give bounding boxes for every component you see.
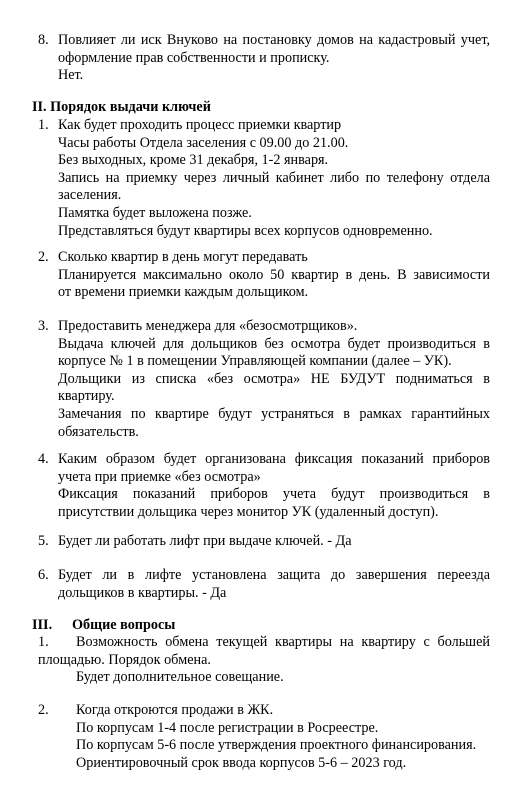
text-line: Сколько квартир в день могут передавать	[58, 249, 308, 265]
list-item-number: 4.	[38, 451, 49, 467]
text-line: Нет.	[58, 67, 84, 84]
list-item-number: 5.	[38, 533, 49, 549]
text-line: Фиксация показаний приборов учета будут производиться в	[58, 486, 490, 503]
text-line: Как будет проходить процесс приемки квартир	[58, 117, 342, 133]
text-line: Часы работы Отдела заселения с 09.00 до 21.00.	[58, 134, 349, 151]
text-line: Когда откроются продажи в ЖК.	[76, 702, 274, 718]
list-item-2-4	[38, 451, 490, 521]
text-line: учета при приемке «без осмотра»	[58, 468, 261, 485]
text-line: Представляться будут квартиры всех корпусов одновременно.	[58, 222, 433, 239]
text-line: Запись на приемку через личный кабинет либо по телефону отдела	[58, 169, 490, 186]
text-line: корпусе № 1 в помещении Управляющей компании (далее – УК).	[58, 353, 452, 370]
text-line: Будет дополнительное совещание.	[76, 669, 284, 686]
section-number: III.	[32, 617, 53, 633]
text-line: Предоставить менеджера для «безосмотрщиков».	[58, 318, 358, 334]
text-line: Будет ли работать лифт при выдаче ключей. - Да	[58, 533, 352, 549]
list-item-number: 3.	[38, 318, 49, 334]
list-item-2-6	[38, 567, 490, 602]
text-line: оформление прав собственности и прописку.	[58, 49, 330, 66]
text-line: Замечания по квартире будут устраняться в рамках гарантийных	[58, 405, 490, 422]
text-line: Будет ли в лифте установлена защита до завершения переезда	[58, 567, 490, 583]
text-line: площадью. Порядок обмена.	[38, 651, 211, 668]
section-heading-3	[32, 617, 176, 635]
list-item-number: 2.	[38, 249, 49, 265]
list-item-3-2	[38, 702, 490, 772]
text-line: По корпусам 1-4 после регистрации в Росреестре.	[76, 719, 379, 736]
text-line: Выдача ключей для дольщиков без осмотра будет производиться в	[58, 335, 490, 352]
text-line: Дольщики из списка «без осмотра» НЕ БУДУТ подниматься в	[58, 370, 490, 387]
text-line: Повлияет ли иск Внуково на постановку домов на кадастровый учет,	[58, 32, 490, 48]
text-line: заселения.	[58, 187, 122, 204]
section-title: Общие вопросы	[72, 617, 176, 633]
list-item-3-1	[38, 634, 490, 687]
list-item-2-3	[38, 318, 490, 441]
text-line: обязательств.	[58, 423, 139, 440]
text-line: Каким образом будет организована фиксация показаний приборов	[58, 451, 490, 467]
list-item-number: 8.	[38, 32, 49, 48]
list-item-number: 6.	[38, 567, 49, 583]
text-line: Планируется максимально около 50 квартир в день. В зависимости	[58, 266, 490, 283]
text-line: Памятка будет выложена позже.	[58, 204, 252, 221]
list-item-number: 2.	[38, 702, 49, 718]
list-item-2-1	[38, 117, 490, 240]
text-line: Возможность обмена текущей квартиры на квартиру с большей	[76, 634, 490, 650]
text-line: от времени приемки каждым дольщиком.	[58, 284, 309, 301]
text-line: По корпусам 5-6 после утверждения проектного финансирования.	[76, 737, 477, 754]
text-line: Без выходных, кроме 31 декабря, 1-2 января.	[58, 152, 329, 169]
text-line: квартиру.	[58, 388, 115, 405]
text-line: дольщиков в квартиры. - Да	[58, 584, 227, 601]
list-item-2-2	[38, 249, 490, 302]
list-item-number: 1.	[38, 117, 49, 133]
text-line: присутствии дольщика через монитор УК (удаленный доступ).	[58, 503, 439, 520]
list-item-number: 1.	[38, 634, 49, 650]
text-line: Ориентировочный срок ввода корпусов 5-6 – 2023 год.	[76, 754, 407, 771]
list-item-2-5	[38, 533, 490, 551]
section-heading-2: II. Порядок выдачи ключей	[32, 99, 211, 115]
list-item-8	[38, 32, 490, 85]
